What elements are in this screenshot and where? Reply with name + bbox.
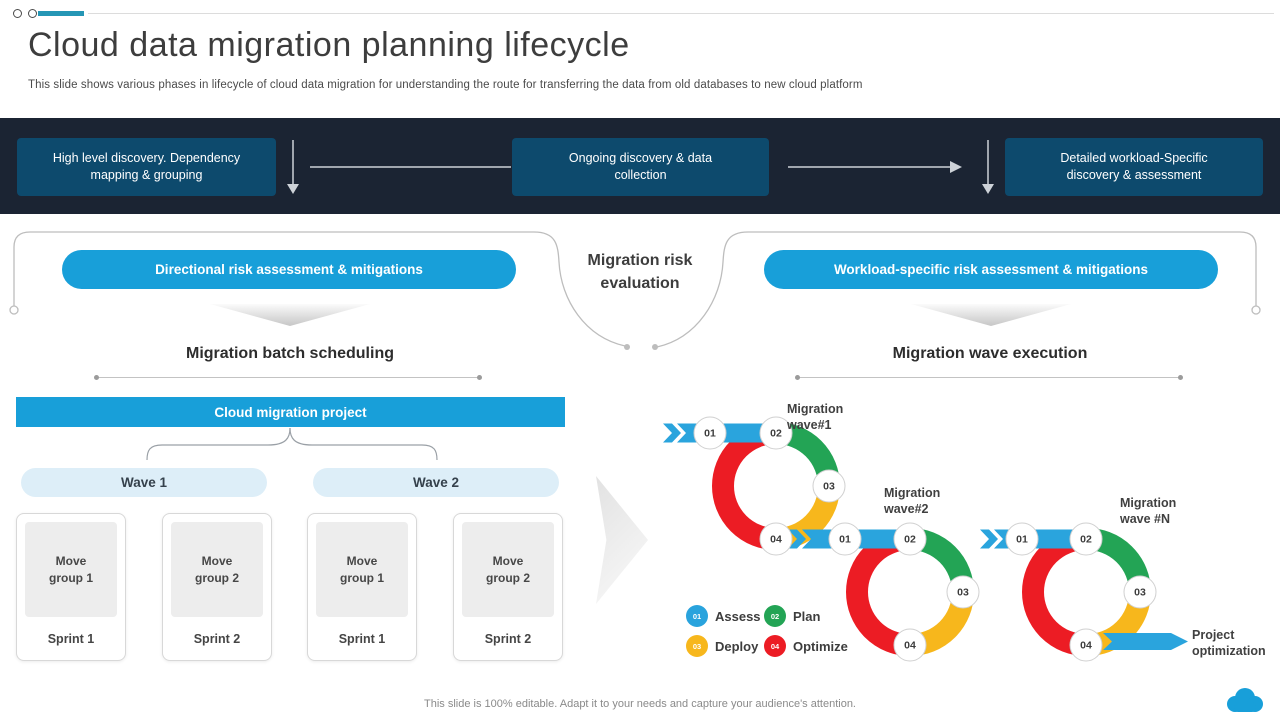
move-group-box (171, 522, 263, 617)
sprint-label: Sprint 2 (193, 632, 241, 646)
move-group-card (16, 513, 126, 661)
wave-n-label: Migration wave #N (1120, 496, 1177, 527)
assess-dot-icon: 01 (686, 605, 708, 627)
phase-band (0, 118, 1280, 214)
move-group-box (316, 522, 408, 617)
step-number: 01 (839, 533, 851, 546)
step-number: 02 (770, 427, 782, 440)
footer-note: This slide is 100% editable. Adapt it to your needs and capture your audience's attention. (424, 698, 856, 710)
optimize-dot-icon: 04 (764, 635, 786, 657)
step-number: 04 (1080, 639, 1092, 652)
batch-heading: Migration batch scheduling (185, 345, 394, 362)
project-optimization-arrow (1103, 633, 1188, 650)
legend-label: Optimize (793, 638, 848, 654)
heading-rule (798, 377, 1181, 378)
legend-item-deploy (686, 635, 764, 657)
sprint-label: Sprint 1 (338, 632, 386, 646)
ribbon-chevron (980, 530, 998, 549)
step-number: 03 (957, 586, 969, 599)
phase-band-arrows (0, 118, 1280, 214)
legend-label: Plan (793, 608, 821, 624)
right-arrow-head (950, 161, 962, 173)
phase-box-label: Ongoing discovery & data collection (568, 150, 713, 182)
legend-item-plan (764, 605, 882, 627)
step-number: 04 (904, 639, 916, 652)
move-group-label: Move group 1 (49, 554, 93, 585)
workload-risk-pill: Workload-specific risk assessment & mitigations (764, 250, 1218, 289)
bracket-end-circle (1252, 306, 1260, 314)
heading-rule (97, 377, 480, 378)
wave-n-donut (980, 530, 1140, 646)
legend-item-assess (686, 605, 764, 627)
step-number: 02 (904, 533, 916, 546)
optimize-arc (1033, 539, 1086, 645)
down-arrow-head (287, 184, 299, 194)
bracket-end-circle (10, 306, 18, 314)
brace-left (147, 428, 290, 460)
execution-heading: Migration wave execution (892, 345, 1088, 362)
wave-1-label: Migration wave#1 (787, 402, 844, 433)
wave-2-label: Migration wave#2 (884, 486, 941, 517)
decor-circle-1 (13, 9, 22, 18)
plan-dot-icon: 02 (764, 605, 786, 627)
directional-risk-pill: Directional risk assessment & mitigations (62, 250, 516, 289)
project-brace-connector (140, 428, 444, 466)
page-title: Cloud data migration planning lifecycle (28, 26, 630, 64)
legend-item-optimize (764, 635, 882, 657)
cloud-migration-project-bar: Cloud migration project (16, 397, 565, 427)
decor-rule-line (88, 13, 1274, 14)
legend-label: Assess (715, 608, 761, 624)
wave-2-pill: Wave 2 (313, 468, 559, 497)
move-group-card (307, 513, 417, 661)
phase-box-label: Detailed workload-Specific discovery & assessment (1060, 150, 1208, 182)
down-arrow-head (982, 184, 994, 194)
step-number: 02 (1080, 533, 1092, 546)
step-number: 03 (823, 480, 835, 493)
move-group-box (462, 522, 554, 617)
step-number: 01 (704, 427, 716, 440)
sprint-label: Sprint 1 (47, 632, 95, 646)
bracket-dot (624, 344, 630, 350)
move-group-label: Move group 1 (340, 554, 384, 585)
rule-dot (1178, 375, 1183, 380)
bracket-dot (652, 344, 658, 350)
rule-dot (477, 375, 482, 380)
step-number: 01 (1016, 533, 1028, 546)
move-group-card (453, 513, 563, 661)
risk-center-label: Migration risk evaluation (587, 252, 693, 293)
section-arrow-icon (596, 476, 648, 604)
move-group-box (25, 522, 117, 617)
step-number: 03 (1134, 586, 1146, 599)
move-group-label: Move group 2 (195, 554, 239, 585)
wave-1-donut (663, 424, 829, 540)
phase-box-label: High level discovery. Dependency mapping & grouping (52, 150, 241, 182)
optimize-arc (723, 433, 776, 539)
decor-accent-bar (38, 11, 84, 16)
decor-circle-2 (28, 9, 37, 18)
brace-right (290, 428, 437, 460)
cloud-icon (1222, 686, 1266, 714)
sprint-label: Sprint 2 (484, 632, 532, 646)
wave-1-pill: Wave 1 (21, 468, 267, 497)
project-optimization-label: Project optimization (1192, 628, 1266, 659)
rule-dot (94, 375, 99, 380)
move-group-label: Move group 2 (486, 554, 530, 585)
legend-label: Deploy (715, 638, 759, 654)
ribbon-chevron (663, 424, 681, 443)
page-subtitle: This slide shows various phases in lifecycle of cloud data migration for understanding the route for transferring the data from old databases to new cloud platform (28, 79, 863, 91)
deploy-dot-icon: 03 (686, 635, 708, 657)
move-group-card (162, 513, 272, 661)
legend (686, 605, 886, 657)
step-number: 04 (770, 533, 782, 546)
rule-dot (795, 375, 800, 380)
